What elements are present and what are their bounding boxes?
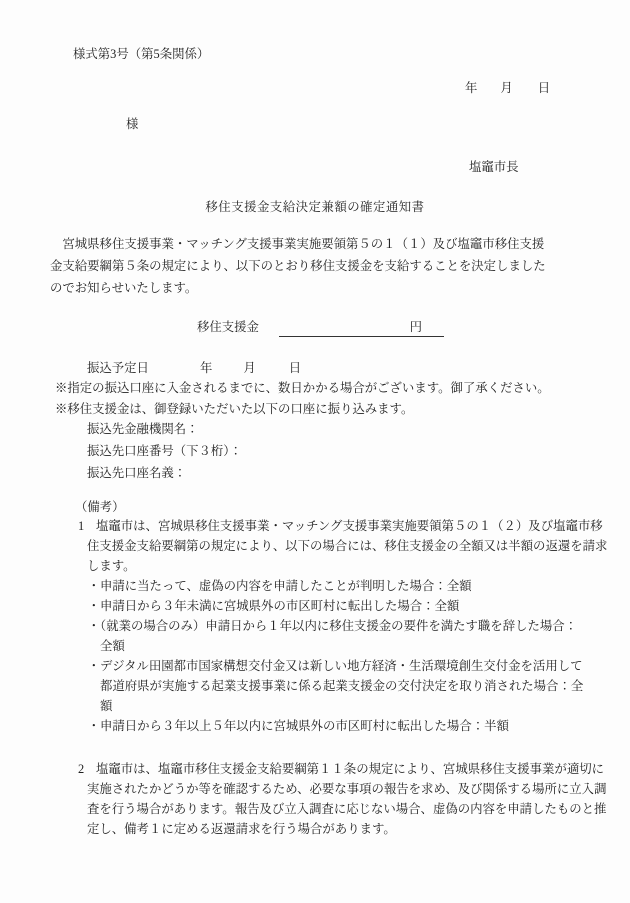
remark-1-paragraph [50, 516, 611, 576]
remark-item-2 [50, 759, 607, 839]
remark-1-number: 1 [78, 519, 85, 533]
addressee-suffix: 様 [126, 117, 139, 131]
amount-blank-field [279, 320, 444, 337]
body-paragraph: 宮城県移住支援事業・マッチング支援事業実施要領第５の１（１）及び塩竈市移住支援金支給要綱第５条の規定により、以下のとおり移住支援金を支給することを決定しましたのでお知らせいたします。 [50, 237, 546, 295]
note-deposit-delay: ※指定の振込口座に入金されるまでに、数日かかる場合がございます。御了承ください。 [55, 381, 550, 395]
bullet-text: 申請に当たって、虚偽の内容を申請したことが判明した場合：全額 [100, 579, 472, 593]
form-number-label: 様式第3号（第5条関係） [73, 47, 210, 61]
remark-1-bullet-1 [50, 576, 584, 596]
bullet-text: デジタル田園都市国家構想交付金又は新しい地方経済・生活環境創生交付金を活用して都道府県が実施する起業支援事業に係る起業支援金の交付決定を取り消された場合：全額 [100, 659, 584, 713]
note-registered-account: ※移住支援金は、御登録いただいた以下の口座に振り込みます。 [55, 402, 414, 416]
bullet-marker-icon: ・ [87, 719, 100, 733]
amount-unit-label: 円 [409, 320, 422, 334]
remark-1-bullet-2 [50, 596, 584, 616]
transfer-date-line [87, 361, 301, 375]
bank-institution-field: 振込先金融機関名： [87, 422, 199, 436]
issue-date-line [465, 81, 550, 95]
bullet-marker-icon: ・ [87, 599, 100, 613]
remark-1-bullet-5 [50, 716, 584, 736]
transfer-date-label: 振込予定日 [87, 361, 149, 375]
transfer-month-label: 月 [243, 361, 256, 375]
bank-account-number-field: 振込先口座番号（下３桁）： [87, 444, 242, 458]
bullet-text: 申請日から３年未満に宮城県外の市区町村に転出した場合：全額 [100, 599, 460, 613]
remark-2-paragraph [50, 759, 611, 839]
amount-label: 移住支援金 [197, 320, 259, 334]
amount-line [197, 320, 444, 337]
document-title: 移住支援金支給決定兼額の確定通知書 [205, 200, 425, 214]
bank-account-name-field: 振込先口座名義： [87, 466, 187, 480]
remark-1-bullet-4 [50, 656, 584, 716]
sender-name: 塩竈市長 [469, 160, 519, 174]
date-year-label: 年 [465, 81, 478, 95]
date-day-label: 日 [537, 81, 551, 95]
remark-2-text: 塩竈市は、塩竈市移住支援金支給要綱第１１条の規定により、宮城県移住支援事業が適切に実施されたかどうか等を確認するため、必要な事項の報告を求め、及び関係する場所に立入調査を行う場合があります。報告及び立入調査に応じない場合、虚偽の内容を申請したものと推定し、備考１に定める返還請求を行う場合があります。 [87, 762, 607, 836]
date-month-label: 月 [500, 81, 513, 95]
remark-2-number: 2 [78, 762, 85, 776]
remark-item-1 [50, 516, 608, 736]
transfer-day-label: 日 [288, 361, 302, 375]
remarks-heading: （備考） [75, 500, 125, 514]
remark-1-text: 塩竈市は、宮城県移住支援事業・マッチング支援事業実施要領第５の１（２）及び塩竈市移住支援金支給要綱第の規定により、以下の場合には、移住支援金の全額又は半額の返還を請求します。 [87, 519, 608, 573]
bullet-marker-icon: ・ [87, 659, 100, 673]
bullet-marker-icon: ・ [87, 619, 100, 633]
transfer-year-label: 年 [199, 361, 213, 375]
bullet-text: 申請日から３年以上５年以内に宮城県外の市区町村に転出した場合：半額 [100, 719, 509, 733]
bullet-text: （就業の場合のみ）申請日から１年以内に移住支援金の要件を満たす職を辞した場合：全額 [100, 619, 578, 653]
remark-1-bullet-3 [50, 616, 584, 656]
bullet-marker-icon: ・ [87, 579, 100, 593]
